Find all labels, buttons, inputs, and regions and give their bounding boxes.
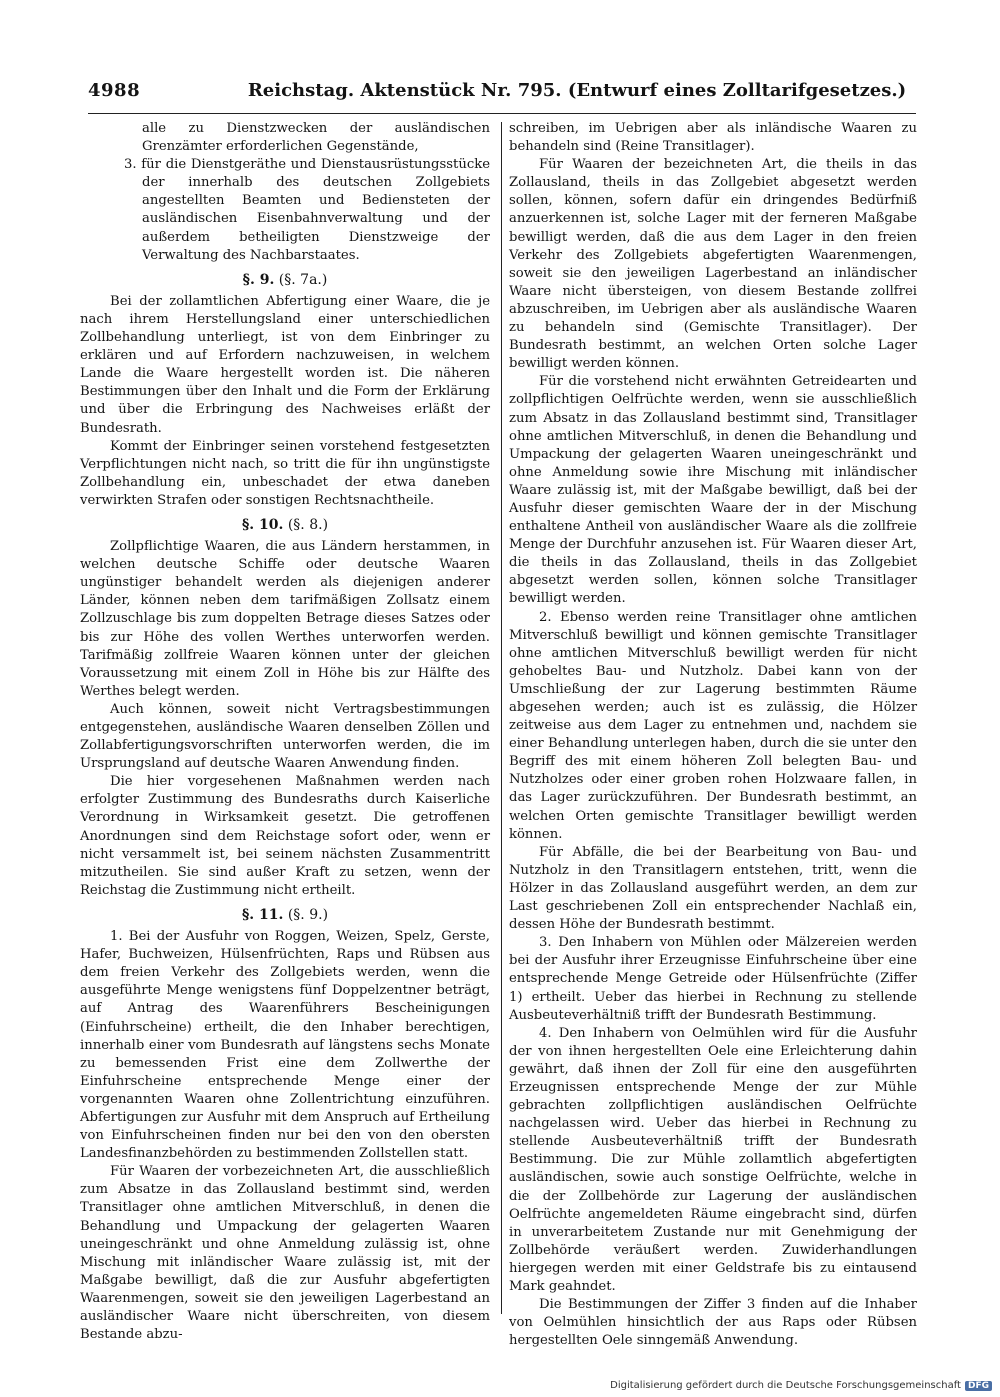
- digitization-credit: Digitalisierung gefördert durch die Deutsche Forschungsgemeinschaft: [610, 1380, 961, 1391]
- page-footer: [610, 1380, 992, 1391]
- section-number: §. 9.: [242, 271, 275, 288]
- section-number: §. 11.: [241, 906, 284, 923]
- column-divider: [501, 122, 502, 1314]
- paragraph: 1. Bei der Ausfuhr von Roggen, Weizen, Spelz, Gerste, Hafer, Buchweizen, Hülsenfrüchten, Raps und Rübsen aus dem freien Verkehr des Zollgebiets werden, wenn die ausgeführte Menge wenigstens fünf Doppelzentner beträgt, auf Antrag des Waarenführers Bescheinigungen (Einfuhrscheine) ertheilt, die den Inhaber berechtigen, innerhalb einer vom Bundesrath auf längstens sechs Monate zu bemessenden Frist eine dem Zollwerthe der Einfuhrscheine entsprechende Menge einer der vorgenannten Waaren ohne Zollentrichtung einzuführen. Abfertigungen zur Ausfuhr mit dem Anspruch auf Ertheilung von Einfuhrscheinen finden nur bei den von den obersten Landesfinanzbehörden zu bestimmenden Zollstellen statt.: [80, 929, 490, 1162]
- paragraph: 2. Ebenso werden reine Transitlager ohne amtlichen Mitverschluß bewilligt und können gemischte Transitlager ohne amtlichen Mitverschluß bewilligt werden für nicht gehobeltes Bau- und Nutzholz. Dabei kann von der Umschließung der zur Lagerung bestimmten Räume abgesehen werden; auch ist es zulässig, die Hölzer zeitweise aus dem Lager zu entnehmen und, nachdem sie einer Behandlung unterlegen haben, durch die sie unter den Begriff des mit einem höheren Zoll belegten Bau- und Nutzholzes oder einer groben rohen Holzwaare fallen, in das Lager zurückzuführen. Der Bundesrath bestimmt, an welchen Orten gemischte Transitlager bewilligt werden können.: [509, 609, 917, 842]
- left-column: [80, 120, 490, 1344]
- section-heading: [80, 516, 490, 534]
- section-heading: [80, 906, 490, 924]
- paragraph: Für Abfälle, die bei der Bearbeitung von Bau- und Nutzholz in den Transitlagern entstehen, tritt, wenn die Hölzer in das Zollausland ausgeführt werden, an dem zur Last geschriebenen Zoll ein entsprechender Nachlaß ein, dessen Höhe der Bundesrath bestimmt.: [509, 844, 917, 933]
- section-reference: (§. 8.): [287, 516, 329, 533]
- section-reference: (§. 7a.): [278, 271, 328, 288]
- right-column: [509, 120, 917, 1350]
- list-item: 3. für die Dienstgeräthe und Dienstausrüstungsstücke der innerhalb des deutschen Zollgebiets angestellten Beamten und Bediensteten der ausländischen Eisenbahnverwaltung und der außerdem betheiligten Dienstzweige der Verwaltung des Nachbarstaates.: [124, 157, 490, 263]
- section-number: §. 10.: [241, 516, 284, 533]
- paragraph: 4. Den Inhabern von Oelmühlen wird für die Ausfuhr der von ihnen hergestellten Oele eine Erleichterung dahin gewährt, daß ihnen der Zoll für eine den ausgeführten Erzeugnissen entsprechende Menge der zur Mühle gebrachten zollpflichtigen ausländischen Oelfrüchte nachgelassen wird. Ueber das hierbei in Rechnung zu stellende Ausbeuteverhältniß trifft der Bundesrath Bestimmung. Die zur Mühle zollamtlich abgefertigten ausländischen, sowie auch sonstige Oelfrüchte, welche in die der Zollbehörde zur Lagerung der ausländischen Oelfrüchte angemeldeten Räume eingebracht sind, dürfen in unverarbeitetem Zustande nur mit Genehmigung der Zollbehörde veräußert werden. Zuwiderhandlungen hiergegen werden mit einer Geldstrafe bis zu eintausend Mark geahndet.: [509, 1025, 917, 1294]
- section-heading: [80, 271, 490, 289]
- paragraph: Auch können, soweit nicht Vertragsbestimmungen entgegenstehen, ausländische Waaren denselben Zöllen und Zollabfertigungsvorschriften unterworfen werden, die im Ursprungsland auf deutsche Waaren Anwendung finden.: [80, 701, 490, 772]
- paragraph: Für die vorstehend nicht erwähnten Getreidearten und zollpflichtigen Oelfrüchte werden, wenn sie ausschließlich zum Absatz in das Zollausland bestimmt sind, Transitlager ohne amtlichen Mitverschluß, in denen die Behandlung und Umpackung der gelagerten Waaren uneingeschränkt und ohne Anmeldung sowie ihre Mischung mit inländischer Waare zulässig ist, mit der Maßgabe bewilligt, daß bei der Ausfuhr dieser gemischten Waare der in der Mischung enthaltene Antheil von ausländischer Waare als die zollfreie Menge der Durchfuhr anzusehen ist. Für Waaren dieser Art, die theils in das Zollausland, theils in das Zollgebiet abgesetzt werden sollen, können solche Transitlager bewilligt werden.: [509, 374, 917, 607]
- dfg-logo: DFG: [965, 1381, 992, 1391]
- running-title: Reichstag. Aktenstück Nr. 795. (Entwurf eines Zolltarifgesetzes.): [247, 80, 907, 101]
- paragraph: Für Waaren der vorbezeichneten Art, die ausschließlich zum Absatze in das Zollausland bestimmt sind, werden Transitlager ohne amtlichen Mitverschluß, in denen die Behandlung und Umpackung der gelagerten Waaren uneingeschränkt und ohne Anmeldung zulässig ist, ohne Mischung mit inländischer Waare zulässig ist, mit der Maßgabe bewilligt, daß die zur Ausfuhr abgefertigten Waarenmengen, soweit sie den jeweiligen Lagerbestand an ausländischer Waare nicht überschreiten, von diesem Bestande abzu-: [80, 1164, 490, 1343]
- list-item: alle zu Dienstzwecken der ausländischen Grenzämter erforderlichen Gegenstände,: [142, 121, 490, 155]
- page-number: 4988: [88, 80, 141, 101]
- paragraph: Kommt der Einbringer seinen vorstehend festgesetzten Verpflichtungen nicht nach, so tritt die für ihn ungünstigste Zollbehandlung ein, unbeschadet der etwa daneben verwirkten Strafen oder sonstigen Rechtsnachtheile.: [80, 438, 490, 508]
- paragraph: Zollpflichtige Waaren, die aus Ländern herstammen, in welchen deutsche Schiffe oder deutsche Waaren ungünstiger behandelt werden als diejenigen anderer Länder, können neben dem tarifmäßigen Zollsatz einem Zollzuschlage bis zum doppelten Betrage dieses Satzes oder bis zur Höhe des vollen Werthes unterworfen werden. Tarifmäßig zollfreie Waaren können unter der gleichen Voraussetzung mit einem Zoll in Höhe bis zur Hälfte des Werthes belegt werden.: [80, 539, 490, 699]
- page-header: [88, 80, 916, 106]
- paragraph: 3. Den Inhabern von Mühlen oder Mälzereien werden bei der Ausfuhr ihrer Erzeugnisse Einfuhrscheine über eine entsprechende Menge Getreide oder Hülsenfrüchte (Ziffer 1) ertheilt. Ueber das hierbei in Rechnung zu stellende Ausbeuteverhältniß trifft der Bundesrath Bestimmung.: [509, 935, 917, 1023]
- paragraph: Die Bestimmungen der Ziffer 3 finden auf die Inhaber von Oelmühlen hinsichtlich der aus Raps oder Rübsen hergestellten Oele sinngemäß Anwendung.: [509, 1297, 917, 1349]
- paragraph: Für Waaren der bezeichneten Art, die theils in das Zollausland, theils in das Zollgebiet abgesetzt werden sollen, können, sofern dafür ein dringendes Bedürfniß anzuerkennen ist, solche Lager mit der ferneren Maßgabe bewilligt werden, daß die aus dem Lager in den freien Verkehr des Zollgebiets abgefertigten Waarenmengen, soweit sie den jeweiligen Lagerbestand an inländischer Waare nicht übersteigen, von diesem Bestande zollfrei abzuschreiben, im Uebrigen aber als ausländische Waaren zu behandeln sind (Gemischte Transitlager). Der Bundesrath bestimmt, an welchen Orten solche Lager bewilligt werden können.: [509, 157, 917, 372]
- section-reference: (§. 9.): [287, 906, 329, 923]
- list-item: schreiben, im Uebrigen aber als inländische Waaren zu behandeln sind (Reine Transitlager).: [509, 121, 917, 155]
- header-rule: [88, 113, 916, 114]
- paragraph: Bei der zollamtlichen Abfertigung einer Waare, die je nach ihrem Herstellungsland einer unterschiedlichen Zollbehandlung unterliegt, ist von dem Einbringer zu erklären und auf Erfordern nachzuweisen, in welchem Lande die Waare hergestellt worden ist. Die näheren Bestimmungen über den Inhalt und die Form der Erklärung und über die Erbringung des Nachweises erläßt der Bundesrath.: [80, 293, 490, 436]
- paragraph: Die hier vorgesehenen Maßnahmen werden nach erfolgter Zustimmung des Bundesraths durch Kaiserliche Verordnung in Wirksamkeit gesetzt. Die getroffenen Anordnungen sind dem Reichstage sofort oder, wenn er nicht versammelt ist, bei seinem nächsten Zusammentritt mitzutheilen. Sie sind außer Kraft zu setzen, wenn der Reichstag die Zustimmung nicht ertheilt.: [80, 774, 490, 898]
